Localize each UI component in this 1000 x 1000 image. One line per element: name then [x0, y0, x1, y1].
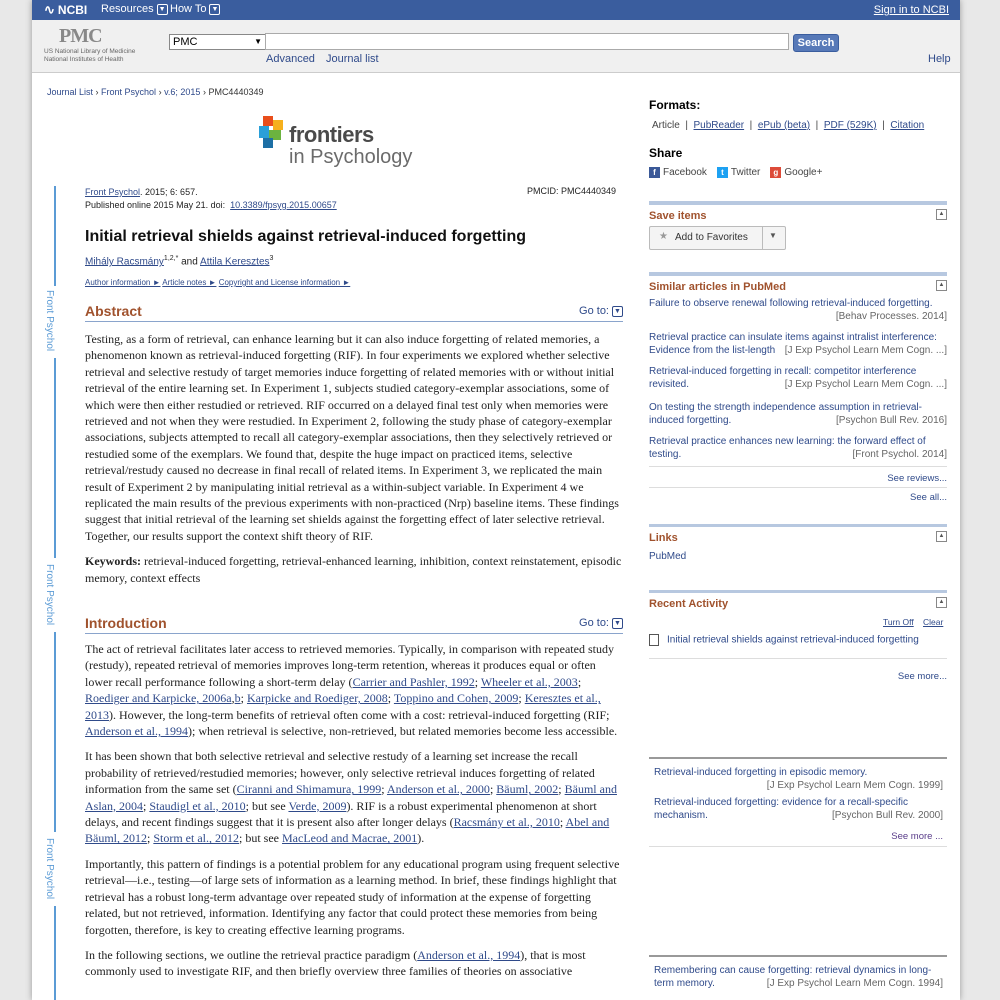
text-run: ); when retrieval is selective, non-retrieved, but related memories become less accessible. — [187, 724, 618, 739]
pmc-logo[interactable] — [44, 25, 154, 64]
frontiers-logo-icon — [259, 116, 289, 152]
text-run: It has been shown that both selective retrieval and selective restudy of a learning set increase the recall probability of retrieved/restudied memories; however, only selective retrieval induces forgetting of related information from the same set ( — [85, 749, 595, 797]
resources-label: Resources — [101, 3, 154, 15]
reference-link[interactable]: Bäuml, 2002 — [496, 782, 559, 797]
facebook-icon: f — [649, 167, 660, 178]
text-run: ). RIF is a robust experimental phenomenon at short delays, and recent findings suggest that it is present also after longer delays ( — [85, 798, 597, 830]
similar-article-item[interactable] — [649, 436, 947, 461]
keywords-text: retrieval-induced forgetting, retrieval-enhanced learning, inhibition, context reinstatement, episodic memory, context effects — [85, 554, 622, 585]
twitter-icon: t — [717, 167, 728, 178]
journal-logo — [259, 114, 429, 170]
section-separator — [649, 757, 947, 759]
collapse-icon[interactable]: ▲ — [936, 209, 947, 220]
reference-link[interactable]: Bäuml and Aslan, 2004 — [85, 782, 617, 813]
text-run: ), that is most commonly used to investigate RIF, and then briefly overview three families of theories on associative — [85, 947, 586, 979]
howto-menu[interactable] — [170, 3, 220, 15]
format-pdf[interactable]: PDF (529K) — [823, 120, 877, 131]
introduction-header — [85, 615, 623, 634]
side-journal-label: Front Psychol — [44, 564, 55, 626]
citation-block — [85, 186, 337, 212]
search-header — [32, 20, 960, 73]
share-facebook[interactable] — [649, 167, 707, 178]
article-notes-row — [85, 278, 350, 287]
similar-article-source: [Front Psychol. 2014] — [852, 448, 947, 460]
side-rule — [54, 632, 56, 832]
reference-link[interactable]: Racsmány et al., 2010 — [453, 815, 560, 830]
side-journal-label: Front Psychol — [44, 838, 55, 900]
recent-activity-title: Initial retrieval shields against retrieval-induced forgetting — [667, 634, 919, 646]
text-run: ; but see — [245, 798, 289, 813]
introduction-body — [85, 641, 623, 989]
clear-link[interactable]: Clear — [923, 617, 944, 627]
breadcrumb-volume[interactable]: v.6; 2015 — [164, 87, 201, 97]
share-links — [649, 167, 822, 178]
reference-link[interactable]: Verde, 2009 — [288, 798, 347, 813]
pmc-logo-sub1: US National Library of Medicine — [44, 48, 136, 55]
formats-list: Article | PubReader | ePub (beta) | PDF (529K) | Citation — [652, 120, 925, 131]
reference-link[interactable]: Toppino and Cohen, 2009 — [393, 691, 519, 706]
format-article: Article — [652, 120, 680, 131]
goto-label: Go to: — [579, 617, 609, 629]
article-title: Initial retrieval shields against retrieval-induced forgetting — [85, 228, 526, 245]
abstract-body — [85, 331, 623, 595]
intro-paragraph: Importantly, this pattern of findings is a potential problem for any educational program using frequent selective retrieval—i.e., testing—of large sets of information as a learning method. In brief, these findings highlight that retrieval has a robust long-term advantage over repeated study of information at the expense of forgetting related, but not retrieved, information. Identifying any factor that could protect these memories from being forgotten, therefore, is key to creating effective learning programs. — [85, 856, 620, 937]
reference-link[interactable]: Keresztes et al., 2013 — [85, 691, 601, 722]
collapse-icon[interactable]: ▲ — [936, 597, 947, 608]
dropdown-arrow-icon: ▼ — [254, 37, 262, 46]
doi-link[interactable]: 10.3389/fpsyg.2015.00657 — [230, 200, 337, 210]
chevron-down-icon: ▼ — [157, 4, 168, 15]
search-button[interactable]: Search — [793, 34, 839, 52]
reference-link[interactable]: Abel and Bäuml, 2012 — [85, 815, 610, 846]
cited-article-source: [Psychon Bull Rev. 2000] — [832, 809, 943, 821]
goto-label: Go to: — [579, 305, 609, 317]
similar-article-source: [J Exp Psychol Learn Mem Cogn. ...] — [784, 344, 947, 356]
abstract-heading: Abstract — [85, 303, 142, 319]
share-heading: Share — [649, 146, 683, 160]
cited-article-title: Retrieval-induced forgetting in episodic memory. — [654, 767, 868, 778]
share-googleplus[interactable] — [770, 167, 822, 178]
similar-article-item[interactable] — [649, 402, 947, 427]
goto-menu[interactable] — [579, 305, 623, 317]
author-link[interactable]: Attila Keresztes — [200, 256, 270, 268]
divider — [649, 846, 947, 847]
share-twitter-label: Twitter — [730, 167, 761, 178]
page-shell — [32, 0, 960, 1000]
author-list — [85, 255, 273, 267]
breadcrumb-journal-list[interactable]: Journal List — [47, 87, 94, 97]
similar-articles-header — [649, 272, 947, 293]
breadcrumb: Journal List › Front Psychol › v.6; 2015 › PMC4440349 — [47, 87, 264, 97]
side-rule — [54, 186, 56, 286]
chevron-down-icon: ▼ — [612, 618, 623, 629]
ncbi-logo-icon: ∿ — [44, 2, 55, 17]
database-select-value: PMC — [173, 36, 198, 48]
see-more-link[interactable]: See more ... — [891, 831, 943, 842]
turn-off-link[interactable]: Turn Off — [883, 617, 914, 627]
chevron-down-icon[interactable]: ▼ — [769, 231, 777, 240]
reference-link[interactable]: Ciranni and Shimamura, 1999 — [236, 782, 382, 797]
citation-journal-link[interactable]: Front Psychol — [85, 187, 141, 197]
pubmed-link[interactable]: PubMed — [649, 551, 687, 562]
author-information-toggle[interactable]: Author information ► — [85, 278, 161, 287]
advanced-link[interactable]: Advanced — [266, 53, 315, 65]
button-divider — [762, 227, 763, 249]
cited-article-source: [J Exp Psychol Learn Mem Cogn. 1994] — [766, 977, 943, 989]
search-input[interactable] — [265, 33, 789, 50]
keywords-label: Keywords: — [85, 554, 141, 569]
similar-article-title: Retrieval practice can insulate items against intralist interference: Evidence from the list-length — [649, 332, 937, 356]
star-icon: ★ — [659, 231, 668, 242]
see-reviews-link[interactable]: See reviews... — [887, 473, 947, 484]
share-facebook-label: Facebook — [663, 167, 707, 178]
similar-article-item[interactable] — [649, 332, 947, 357]
chevron-down-icon: ▼ — [612, 306, 623, 317]
author-affiliation: 1,2,* — [163, 255, 179, 262]
author-link[interactable]: Mihály Racsmány — [85, 256, 164, 268]
reference-link[interactable]: Storm et al., 2012 — [153, 831, 240, 846]
cited-article-item[interactable] — [654, 797, 943, 822]
author-affiliation: 3 — [269, 255, 274, 262]
article-notes-toggle[interactable]: Article notes ► — [162, 278, 217, 287]
divider — [649, 487, 947, 488]
format-citation[interactable]: Citation — [890, 120, 925, 131]
format-pubreader[interactable]: PubReader — [693, 120, 745, 131]
breadcrumb-current: PMC4440349 — [208, 87, 264, 97]
cited-article-item[interactable] — [654, 767, 943, 792]
pmc-logo-sub2: National Institutes of Health — [44, 56, 124, 63]
save-items-heading: Save items — [649, 210, 707, 222]
save-items-header — [649, 201, 947, 222]
citation-published: Published online 2015 May 21. doi: — [85, 200, 226, 210]
similar-article-item[interactable] — [649, 298, 947, 323]
ncbi-logo-text: NCBI — [57, 3, 88, 17]
share-googleplus-label: Google+ — [784, 167, 823, 178]
see-more-link[interactable]: See more... — [897, 671, 947, 682]
reference-link[interactable]: Anderson et al., 1994 — [417, 947, 521, 962]
reference-link[interactable]: Carrier and Pashler, 1992 — [352, 674, 475, 689]
keywords — [85, 553, 623, 586]
reference-link[interactable]: Wheeler et al., 2003 — [480, 674, 578, 689]
journal-list-link[interactable]: Journal list — [326, 53, 379, 65]
reference-link[interactable]: Karpicke and Roediger, 2008 — [246, 691, 388, 706]
sign-in-link[interactable]: Sign in to NCBI — [873, 4, 949, 16]
ncbi-top-bar — [32, 0, 960, 20]
format-epub[interactable]: ePub (beta) — [757, 120, 811, 131]
document-icon — [649, 634, 659, 646]
author-and: and — [178, 256, 201, 268]
recent-activity-item[interactable] — [649, 634, 919, 646]
collapse-icon[interactable]: ▲ — [936, 280, 947, 291]
text-run: The act of retrieval facilitates later access to retrieved memories. Typically, in comparison with repeated study (restudy), repeated retrieval of memories improves long-term retention, whereas it produces equal or often lower recall performance following a short-term delay ( — [85, 642, 614, 689]
similar-article-title: On testing the strength independence assumption in retrieval-induced forgetting. — [649, 402, 922, 426]
cited-article-source: [J Exp Psychol Learn Mem Cogn. 1999] — [766, 779, 943, 791]
intro-paragraph — [85, 947, 623, 980]
copyright-toggle[interactable]: Copyright and License information ► — [218, 278, 351, 287]
collapse-icon[interactable]: ▲ — [936, 531, 947, 542]
chevron-down-icon: ▼ — [209, 4, 220, 15]
pmcid: PMCID: PMC4440349 — [527, 186, 617, 196]
similar-article-title: Retrieval practice enhances new learning: the forward effect of testing. — [649, 436, 926, 460]
text-run: In the following sections, we outline the retrieval practice paradigm ( — [85, 947, 418, 962]
side-rule — [54, 906, 56, 1000]
reference-link[interactable]: MacLeod and Macrae, 2001 — [282, 831, 418, 846]
database-select[interactable] — [169, 34, 266, 50]
text-run: ). However, the long-term benefits of retrieval often come with a cost: retrieval-induced forgetting (RIF; — [109, 707, 610, 722]
cited-article-title: Retrieval-induced forgetting: evidence for a recall-specific mechanism. — [654, 797, 909, 821]
see-all-link[interactable]: See all... — [910, 492, 947, 503]
introduction-heading: Introduction — [85, 615, 167, 631]
cited-article-item[interactable] — [654, 965, 943, 990]
goto-menu[interactable] — [579, 617, 623, 629]
ncbi-logo[interactable] — [44, 2, 87, 18]
recent-activity-heading: Recent Activity — [649, 598, 729, 610]
similar-article-source: [Psychon Bull Rev. 2016] — [836, 414, 947, 426]
cited-article-title: Remembering can cause forgetting: retrieval dynamics in long-term memory. — [654, 965, 932, 989]
citation-ref: . 2015; 6: 657. — [140, 187, 198, 197]
help-link[interactable]: Help — [928, 53, 951, 65]
links-heading: Links — [649, 532, 678, 544]
similar-articles-heading: Similar articles in PubMed — [649, 281, 786, 293]
journal-logo-line2: in Psychology — [289, 146, 413, 168]
similar-article-source: [J Exp Psychol Learn Mem Cogn. ...] — [784, 378, 947, 390]
reference-link[interactable]: Roediger and Karpicke, 2006a — [85, 691, 232, 706]
pmc-logo-mark: PMC — [59, 25, 102, 47]
recent-activity-header — [649, 590, 947, 610]
reference-link[interactable]: Anderson et al., 1994 — [85, 724, 188, 739]
text-run: ; but see — [239, 831, 283, 846]
add-to-favorites-label: Add to Favorites — [675, 232, 748, 243]
google-plus-icon: g — [770, 167, 781, 178]
abstract-text: Testing, as a form of retrieval, can enhance learning but it can also induce forgetting of related memories, a phenomenon known as retrieval-induced forgetting (RIF). In four experiments we explored whether selective retrieval and selective restudy of target memories induce forgetting of related memories with or without initial retrieval of the entire learning set. In Experiment 1, subjects studied category-exemplar associations, some of which were then either restudied or retrieved. RIF occurred on a delayed final test only when memories were retrieved and not when they were restudied. In Experiment 2, following the study phase of category-exemplar associations, subjects attempted to recall all category-exemplar associations, then they selectively retrieved or restudied some of the exemplars. We found that, despite the huge impact on practiced items, selective retrieval/restudy caused no decrease in final recall of related items. In Experiment 3, we replicated the main result of Experiment 2 by manipulating initial retrieval as a within-subject variable. In Experiment 4 we replicated the main results of the previous experiments with non-practiced (Nrp) baseline items. These findings suggest that initial retrieval of the learning set shields against the forgetting effect of later selective retrieval. Together, our results support the context shift theory of RIF. — [85, 332, 619, 543]
links-header — [649, 524, 947, 544]
howto-label: How To — [170, 3, 207, 15]
side-rule — [54, 358, 56, 558]
resources-menu[interactable] — [101, 3, 168, 15]
breadcrumb-journal[interactable]: Front Psychol — [101, 87, 157, 97]
formats-heading: Formats: — [649, 98, 701, 112]
similar-article-item[interactable] — [649, 366, 947, 391]
divider — [649, 658, 947, 659]
reference-link[interactable]: Staudigl et al., 2010 — [149, 798, 246, 813]
similar-article-title: Failure to observe renewal following retrieval-induced forgetting. — [649, 298, 933, 309]
share-twitter[interactable] — [717, 167, 760, 178]
intro-paragraph: It has been shown that both selective retrieval and selective restudy of a learning set increase the recall probability of retrieved/restudied memories; however, only selective retrieval induces forgetting of related information from the same set (Ciranni and Shimamura, 1999; Anderson et al., 2000; Bäuml, 2002; Bäuml and Aslan, 2004; Staudigl et al., 2010; but see Verde, 2009). RIF is a robust experimental phenomenon at short delays, and recent findings suggest that it is present also after longer delays (Racsmány et al., 2010; Abel and Bäuml, 2012; Storm et al., 2012; but see MacLeod and Macrae, 2001). — [85, 749, 617, 846]
reference-link[interactable]: Anderson et al., 2000 — [386, 782, 490, 797]
side-journal-label: Front Psychol — [44, 290, 55, 352]
abstract-header — [85, 303, 623, 322]
section-separator — [649, 955, 947, 957]
intro-paragraph: The act of retrieval facilitates later access to retrieved memories. Typically, in comparison with repeated study (restudy), repeated retrieval of memories improves long-term retention, whereas it produces equal or often lower recall performance following a short-term delay (Carrier and Pashler, 1992; Wheeler et al., 2003; Roediger and Karpicke, 2006a,b; Karpicke and Roediger, 2008; Toppino and Cohen, 2009; Keresztes et al., 2013). However, the long-term benefits of retrieval often come with a cost: retrieval-induced forgetting (RIF; Anderson et al., 1994); when retrieval is selective, non-retrieved, but related memories become less accessible. — [85, 642, 618, 739]
add-to-favorites-button[interactable] — [649, 226, 786, 250]
similar-article-title: Retrieval-induced forgetting in recall: competitor interference revisited. — [649, 366, 917, 390]
similar-article-source: [Behav Processes. 2014] — [835, 310, 947, 322]
text-run: ). — [417, 831, 425, 846]
journal-logo-line1: frontiers — [289, 122, 374, 147]
divider — [649, 466, 947, 467]
reference-link[interactable]: b — [234, 691, 241, 706]
